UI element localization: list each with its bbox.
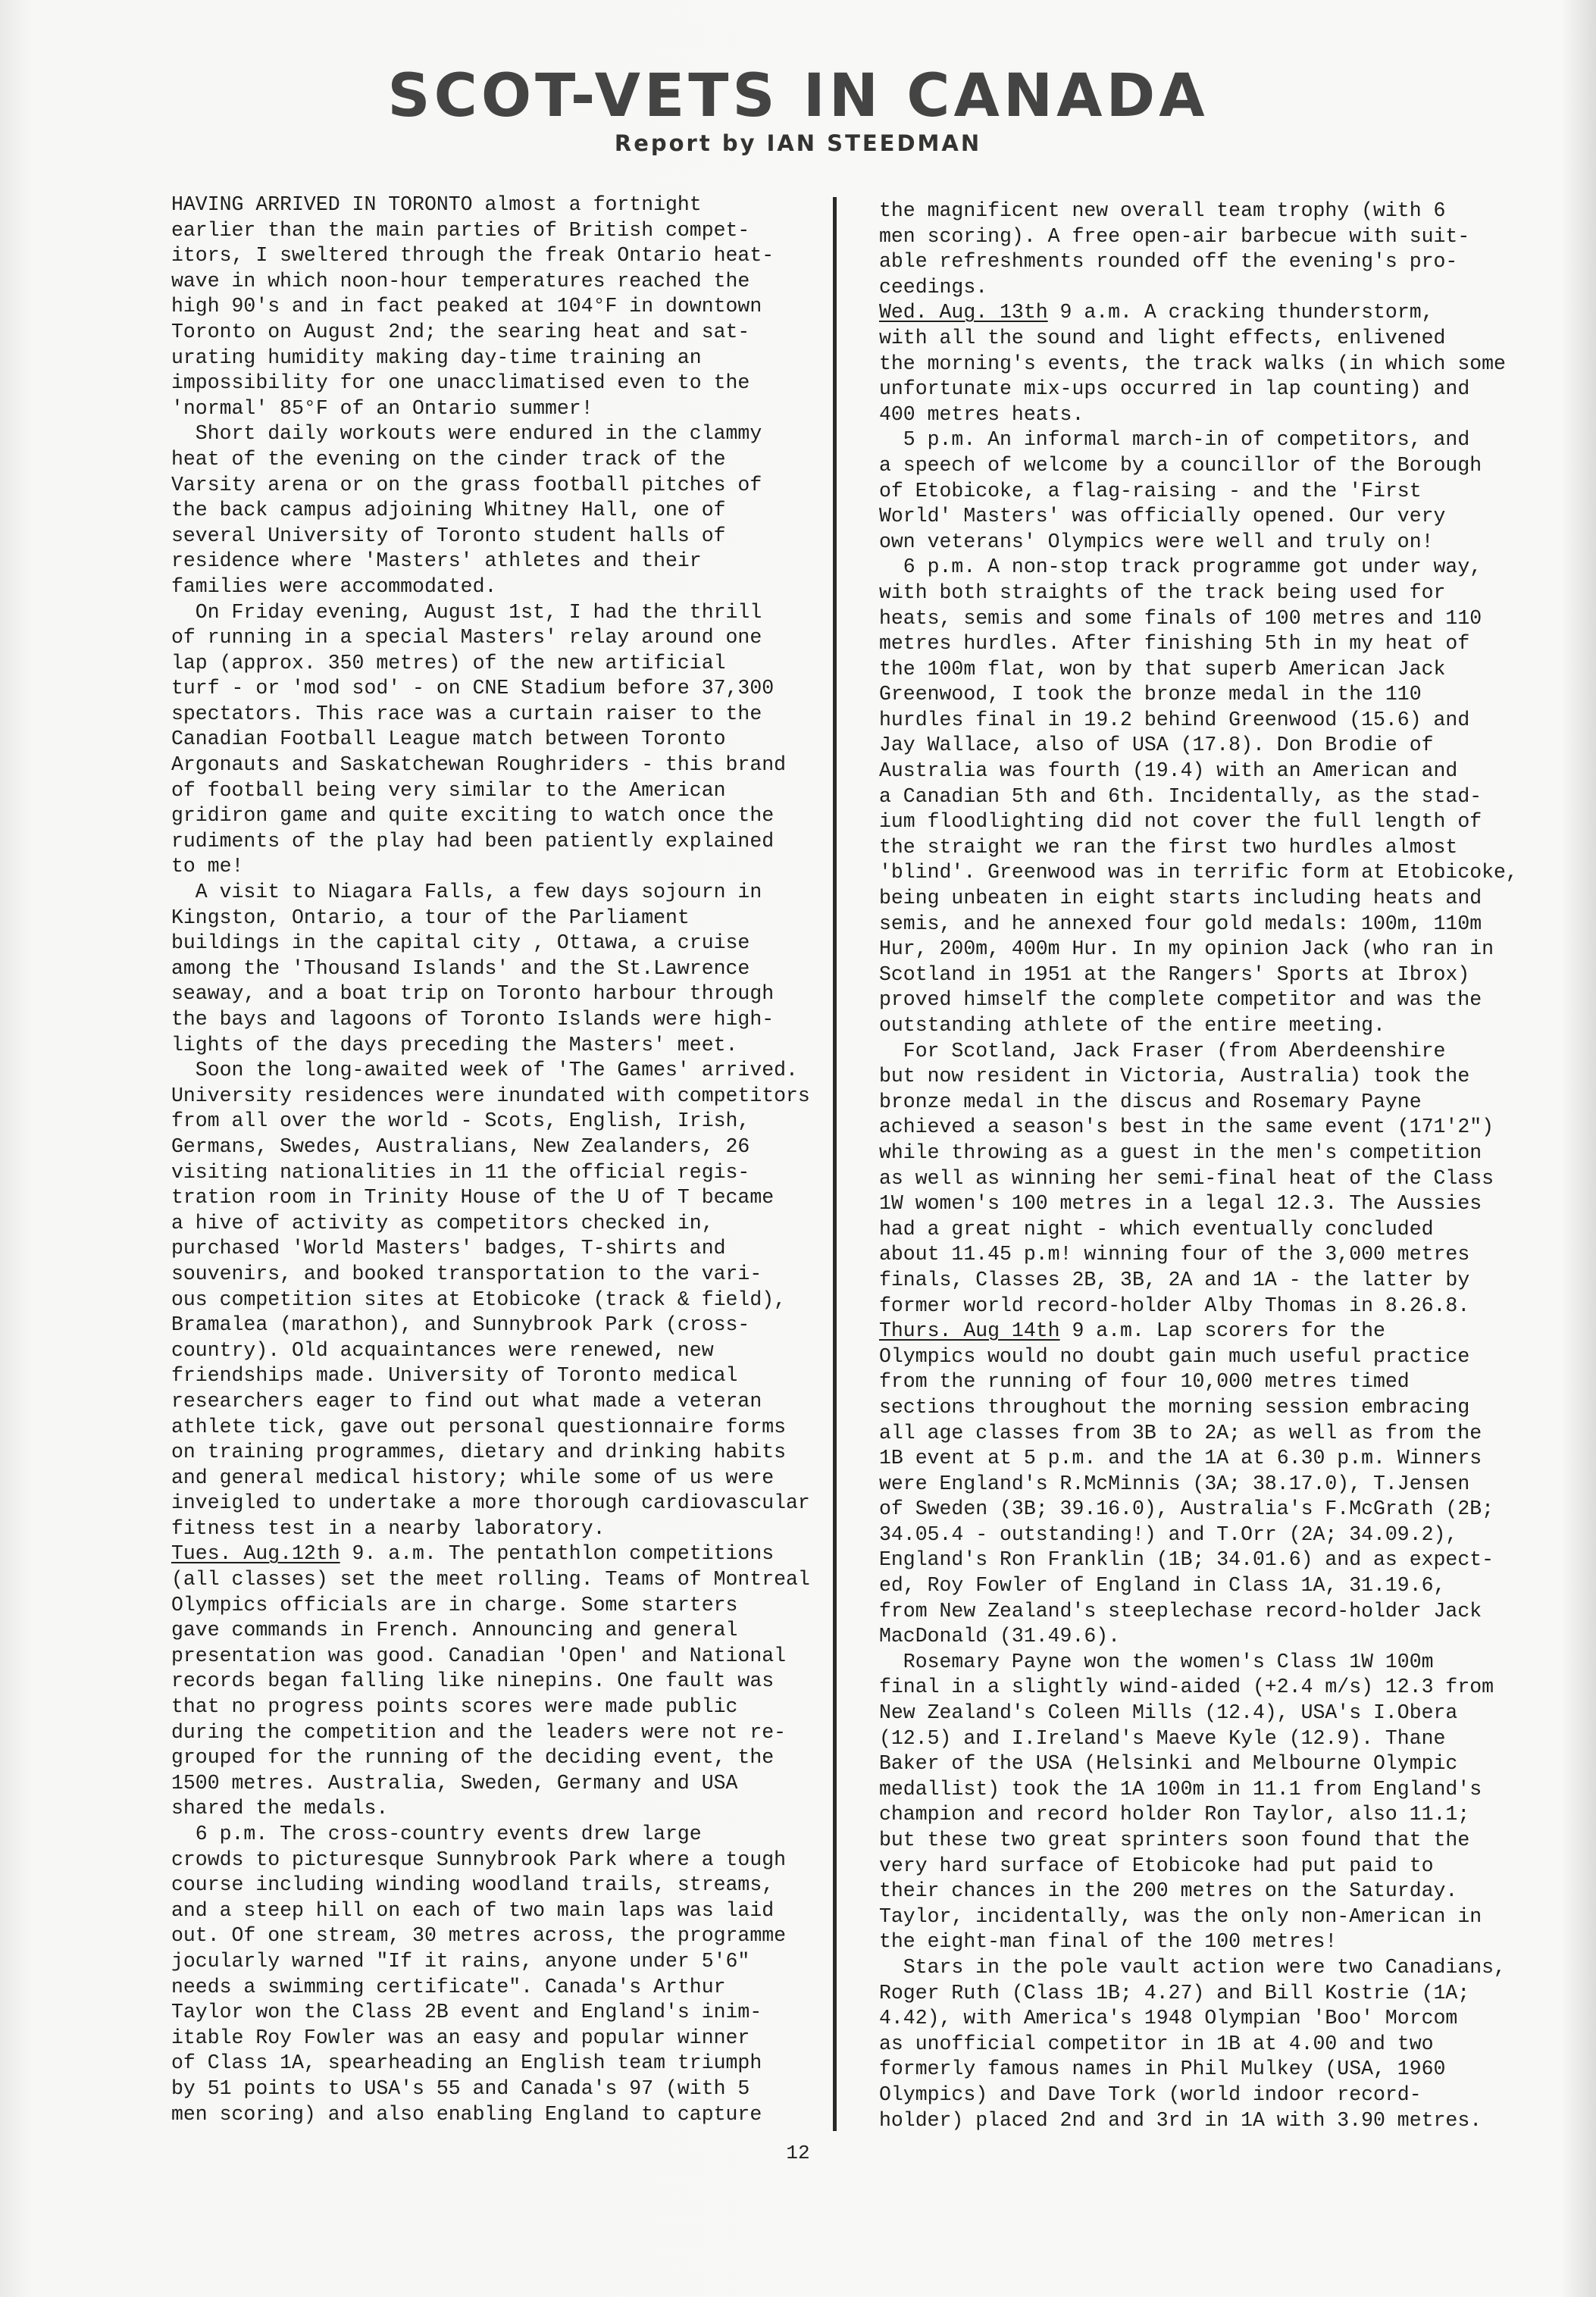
text-line: among the 'Thousand Islands' and the St.Lawrence: [171, 956, 750, 980]
text-line: Taylor, incidentally, was the only non-American in: [879, 1904, 1482, 1928]
text-line: the morning's events, the track walks (in which some: [879, 352, 1506, 375]
text-line: the magnificent new overall team trophy (with 6: [879, 199, 1446, 222]
text-line: turf - or 'mod sod' - on CNE Stadium before 37,300: [171, 677, 775, 700]
text-line: ceedings.: [879, 275, 988, 299]
text-line: Soon the long-awaited week of 'The Games' arrived.: [171, 1059, 798, 1082]
left-column: [171, 192, 838, 2127]
right-column: [879, 199, 1544, 2133]
text-line: gave commands in French. Announcing and general: [171, 1619, 738, 1642]
text-line: gridiron game and quite exciting to watch once the: [171, 804, 775, 828]
text-line: grouped for the running of the deciding event, the: [171, 1746, 775, 1770]
text-line: 34.05.4 - outstanding!) and T.Orr (2A; 34.09.2),: [879, 1522, 1458, 1546]
text-line: MacDonald (31.49.6).: [879, 1625, 1121, 1648]
text-line: former world record-holder Alby Thomas in 8.26.8.: [879, 1294, 1470, 1317]
text-line: Kingston, Ontario, a tour of the Parliament: [171, 906, 690, 929]
text-line: Canadian Football League match between Toronto: [171, 728, 726, 751]
text-line: about 11.45 p.m! winning four of the 3,000 metres: [879, 1243, 1470, 1266]
text-line: had a great night - which eventually concluded: [879, 1217, 1434, 1241]
text-line: several University of Toronto student halls of: [171, 524, 726, 547]
text-line: semis, and he annexed four gold medals: 100m, 110m: [879, 912, 1482, 935]
text-line: country). Old acquaintances were renewed, new: [171, 1338, 714, 1362]
text-line: heat of the evening on the cinder track of the: [171, 447, 726, 471]
column-divider: [833, 197, 837, 2131]
text-line: holder) placed 2nd and 3rd in 1A with 3.90 metres.: [879, 2108, 1482, 2132]
text-line: Short daily workouts were endured in the clammy: [171, 422, 762, 446]
text-line: Olympics officials are in charge. Some starters: [171, 1593, 738, 1616]
text-line: metres hurdles. After finishing 5th in my heat of: [879, 632, 1470, 656]
text-line: the eight-man final of the 100 metres!: [879, 1930, 1338, 1954]
text-line: 400 metres heats.: [879, 402, 1084, 426]
text-line: Jay Wallace, also of USA (17.8). Don Brodie of: [879, 734, 1434, 757]
text-line: 1500 metres. Australia, Sweden, Germany and USA: [171, 1771, 738, 1795]
text-line: earlier than the main parties of British compet-: [171, 218, 750, 242]
text-line: Olympics would no doubt gain much useful practice: [879, 1344, 1470, 1368]
text-line: ed, Roy Fowler of England in Class 1A, 31.19.6,: [879, 1574, 1446, 1598]
text-line: impossibility for one unacclimatised even to the: [171, 371, 750, 395]
text-line: A visit to Niagara Falls, a few days sojourn in: [171, 881, 762, 904]
text-line: able refreshments rounded off the evening's pro-: [879, 250, 1458, 274]
text-line: Hur, 200m, 400m Hur. In my opinion Jack (who ran in: [879, 937, 1494, 961]
text-line: For Scotland, Jack Fraser (from Aberdeenshire: [879, 1039, 1446, 1062]
text-line: own veterans' Olympics were well and truly on!: [879, 530, 1434, 553]
text-line: very hard surface of Etobicoke had put paid to: [879, 1854, 1434, 1877]
text-line: residence where 'Masters' athletes and their: [171, 549, 702, 573]
text-line: during the competition and the leaders were not re-: [171, 1720, 787, 1744]
text-line: of Sweden (3B; 39.16.0), Australia's F.McGrath (2B;: [879, 1497, 1494, 1521]
text-line: ium floodlighting did not cover the full length of: [879, 810, 1482, 834]
date-heading: Thurs. Aug 14th: [879, 1319, 1060, 1343]
text-line: 6 p.m. The cross-country events drew large: [171, 1823, 702, 1845]
text-line: heats, semis and some finals of 100 metres and 110: [879, 606, 1482, 630]
text-line: Olympics) and Dave Tork (world indoor record-: [879, 2083, 1422, 2106]
text-line: wave in which noon-hour temperatures reached the: [171, 269, 750, 293]
text-line: souvenirs, and booked transportation to the vari-: [171, 1262, 762, 1285]
text-line: being unbeaten in eight starts including heats and: [879, 887, 1482, 910]
text-line: jocularly warned "If it rains, anyone under 5'6": [171, 1949, 750, 1973]
text-line: records began falling like ninepins. One fault was: [171, 1670, 775, 1693]
text-line: researchers eager to find out what made a veteran: [171, 1389, 762, 1413]
text-line: Stars in the pole vault action were two Canadians,: [879, 1955, 1506, 1979]
text-line: their chances in the 200 metres on the Saturday.: [879, 1879, 1458, 1903]
text-line: visiting nationalities in 11 the official regis-: [171, 1160, 750, 1184]
text-line: finals, Classes 2B, 3B, 2A and 1A - the latter by: [879, 1268, 1470, 1291]
text-line: Baker of the USA (Helsinki and Melbourne Olympic: [879, 1752, 1458, 1776]
text-line: itable Roy Fowler was an easy and popular winner: [171, 2026, 750, 2049]
text-line: medallist) took the 1A 100m in 11.1 from England's: [879, 1777, 1482, 1801]
text-line: Toronto on August 2nd; the searing heat and sat-: [171, 320, 750, 343]
text-line: from the running of four 10,000 metres timed: [879, 1370, 1410, 1394]
text-line: HAVING ARRIVED IN TORONTO almost a fortnight: [171, 193, 702, 216]
text-line: families were accommodated.: [171, 574, 497, 598]
text-line: champion and record holder Ron Taylor, also 11.1;: [879, 1803, 1470, 1826]
text-line: and a steep hill on each of two main laps was laid: [171, 1898, 775, 1922]
text-line: men scoring). A free open-air barbecue with suit-: [879, 224, 1470, 248]
text-line: all age classes from 3B to 2A; as well as from the: [879, 1421, 1482, 1444]
text-line: (12.5) and I.Ireland's Maeve Kyle (12.9). Thane: [879, 1726, 1446, 1750]
text-line: 4.42), with America's 1948 Olympian 'Boo' Morcom: [879, 2007, 1458, 2030]
text-line: as unofficial competitor in 1B at 4.00 and two: [879, 2032, 1434, 2055]
text-line: with both straights of the track being used for: [879, 581, 1446, 604]
text-line: with all the sound and light effects, enlivened: [879, 326, 1446, 349]
text-line: of Class 1A, spearheading an English team triumph: [171, 2051, 762, 2075]
text-line: friendships made. University of Toronto medical: [171, 1364, 738, 1388]
text-line: fitness test in a nearby laboratory.: [171, 1516, 606, 1540]
text-line: unfortunate mix-ups occurred in lap counting) and: [879, 377, 1470, 401]
text-line: Germans, Swedes, Australians, New Zealanders, 26: [171, 1134, 750, 1158]
text-line: athlete tick, gave out personal questionnaire forms: [171, 1415, 787, 1438]
text-line: course including winding woodland trails, streams,: [171, 1873, 775, 1897]
text-line: hurdles final in 19.2 behind Greenwood (15.6) and: [879, 708, 1470, 731]
text-line: achieved a season's best in the same event (171'2"): [879, 1116, 1494, 1139]
text-line: shared the medals.: [171, 1797, 389, 1820]
text-line: the 100m flat, won by that superb American Jack: [879, 657, 1446, 681]
text-line: high 90's and in fact peaked at 104°F in downtown: [171, 295, 762, 318]
text-line: as well as winning her semi-final heat of the Class: [879, 1166, 1494, 1190]
text-line: 1B event at 5 p.m. and the 1A at 6.30 p.m. Winners: [879, 1447, 1482, 1470]
text-line: Thurs. Aug 14th 9 a.m. Lap scorers for the: [879, 1319, 1385, 1343]
text-line: Bramalea (marathon), and Sunnybrook Park (cross-: [171, 1313, 750, 1337]
text-line: of football being very similar to the American: [171, 778, 726, 802]
text-line: seaway, and a boat trip on Toronto harbour through: [171, 982, 775, 1006]
text-line: crowds to picturesque Sunnybrook Park where a tough: [171, 1848, 787, 1871]
text-line: from all over the world - Scots, English, Irish,: [171, 1109, 750, 1133]
text-line: Wed. Aug. 13th 9 a.m. A cracking thunderstorm,: [879, 301, 1434, 324]
text-line: of Etobicoke, a flag-raising - and the 'First: [879, 479, 1422, 502]
text-line: 'normal' 85°F of an Ontario summer!: [171, 396, 593, 420]
text-line: 1W women's 100 metres in a legal 12.3. The Aussies: [879, 1192, 1482, 1216]
text-line: purchased 'World Masters' badges, T-shirts and: [171, 1237, 726, 1260]
text-line: spectators. This race was a curtain raiser to the: [171, 702, 762, 725]
text-line: on training programmes, dietary and drinking habits: [171, 1441, 787, 1464]
text-line: formerly famous names in Phil Mulkey (USA, 1960: [879, 2058, 1446, 2081]
text-line: were England's R.McMinnis (3A; 38.17.0), T.Jensen: [879, 1472, 1470, 1495]
text-line: the straight we ran the first two hurdles almost: [879, 835, 1458, 859]
text-line: Tues. Aug.12th 9. a.m. The pentathlon competitions: [171, 1542, 775, 1566]
text-line: while throwing as a guest in the men's competition: [879, 1141, 1482, 1164]
text-line: by 51 points to USA's 55 and Canada's 97 (with 5: [171, 2076, 750, 2100]
text-line: 5 p.m. An informal march-in of competitors, and: [879, 428, 1470, 452]
text-line: final in a slightly wind-aided (+2.4 m/s) 12.3 from: [879, 1676, 1494, 1699]
text-line: sections throughout the morning session embracing: [879, 1395, 1470, 1419]
text-line: University residences were inundated with competitors: [171, 1084, 810, 1107]
text-line: outstanding athlete of the entire meeting.: [879, 1014, 1385, 1037]
text-line: but now resident in Victoria, Australia) took the: [879, 1065, 1470, 1088]
text-line: lights of the days preceding the Masters' meet.: [171, 1033, 738, 1056]
text-line: Varsity arena or on the grass football pitches of: [171, 473, 762, 496]
text-line: proved himself the complete competitor and was the: [879, 988, 1482, 1012]
text-line: the back campus adjoining Whitney Hall, one of: [171, 499, 726, 522]
text-line: and general medical history; while some of us were: [171, 1466, 775, 1489]
text-line: to me!: [171, 855, 244, 878]
text-line: but these two great sprinters soon found that the: [879, 1829, 1470, 1851]
text-line: men scoring) and also enabling England to capture: [171, 2102, 762, 2126]
text-line: England's Ron Franklin (1B; 34.01.6) and as expect-: [879, 1548, 1494, 1572]
text-line: lap (approx. 350 metres) of the new artificial: [171, 651, 726, 674]
text-line: Roger Ruth (Class 1B; 4.27) and Bill Kostrie (1A;: [879, 1981, 1470, 2004]
date-heading: Tues. Aug.12th: [171, 1542, 340, 1566]
text-line: New Zealand's Coleen Mills (12.4), USA's I.Obera: [879, 1701, 1458, 1725]
text-line: out. Of one stream, 30 metres across, the programme: [171, 1924, 787, 1948]
text-line: the bays and lagoons of Toronto Islands were high-: [171, 1008, 775, 1031]
text-line: (all classes) set the meet rolling. Teams of Montreal: [171, 1568, 810, 1591]
text-line: ous competition sites at Etobicoke (track & field),: [171, 1288, 787, 1311]
text-line: that no progress points scores were made public: [171, 1695, 738, 1719]
text-line: Greenwood, I took the bronze medal in the 110: [879, 683, 1422, 706]
text-line: urating humidity making day-time training an: [171, 346, 702, 369]
text-line: inveigled to undertake a more thorough cardiovascular: [171, 1491, 810, 1515]
text-line: tration room in Trinity House of the U of T became: [171, 1186, 775, 1210]
text-line: Rosemary Payne won the women's Class 1W 100m: [879, 1650, 1434, 1673]
text-line: bronze medal in the discus and Rosemary Payne: [879, 1090, 1422, 1113]
text-line: needs a swimming certificate". Canada's Arthur: [171, 1975, 726, 1998]
text-line: presentation was good. Canadian 'Open' and National: [171, 1644, 787, 1667]
byline: Report by IAN STEEDMAN: [614, 130, 982, 156]
text-line: Taylor won the Class 2B event and England's inim-: [171, 2001, 762, 2024]
text-line: a speech of welcome by a councillor of the Borough: [879, 453, 1482, 477]
text-line: Argonauts and Saskatchewan Roughriders - this brand: [171, 753, 787, 777]
text-line: On Friday evening, August 1st, I had the thrill: [171, 600, 762, 624]
text-line: Australia was fourth (19.4) with an American and: [879, 759, 1458, 783]
page-number: 12: [786, 2142, 810, 2164]
text-line: of running in a special Masters' relay around one: [171, 626, 762, 649]
text-line: World' Masters' was officially opened. Our very: [879, 505, 1446, 528]
date-heading: Wed. Aug. 13th: [879, 301, 1048, 324]
text-line: from New Zealand's steeplechase record-holder Jack: [879, 1599, 1482, 1623]
text-line: a Canadian 5th and 6th. Incidentally, as the stad-: [879, 784, 1482, 808]
text-line: 6 p.m. A non-stop track programme got under way,: [879, 555, 1482, 579]
text-line: buildings in the capital city , Ottawa, a cruise: [171, 931, 750, 955]
text-line: Scotland in 1951 at the Rangers' Sports at Ibrox): [879, 962, 1470, 986]
text-line: itors, I sweltered through the freak Ontario heat-: [171, 244, 775, 268]
text-line: rudiments of the play had been patiently explained: [171, 829, 775, 853]
text-line: a hive of activity as competitors checked in,: [171, 1211, 714, 1235]
article-title: SCOT-VETS IN CANADA: [387, 62, 1209, 130]
text-line: 'blind'. Greenwood was in terrific form at Etobicoke,: [879, 861, 1518, 884]
